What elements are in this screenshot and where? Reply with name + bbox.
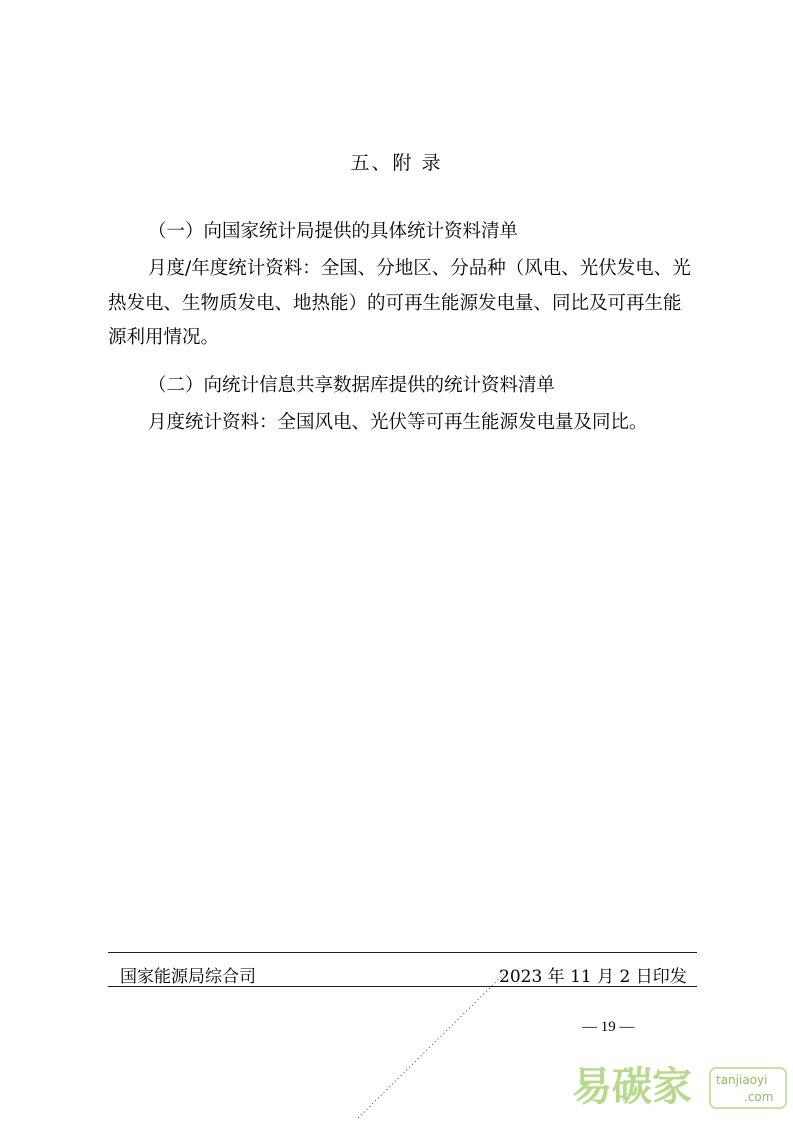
section-title: 五、附 录 [350, 152, 443, 174]
watermark-logo [570, 1052, 790, 1118]
dotted-diagonal-line [352, 972, 512, 1122]
watermark-badge-line2: .com [744, 1090, 774, 1104]
page-number: — 19 — [582, 1019, 635, 1035]
watermark-badge-line1: tanjiaoyi [716, 1073, 768, 1087]
footer-issuer: 国家能源局综合司 [120, 967, 256, 987]
body-paragraph-1: 月度/年度统计资料：全国、分地区、分品种（风电、光伏发电、光热发电、生物质发电、地热能）的可再生能源发电量、同比及可再生能源利用情况。 [108, 258, 691, 348]
footer-top-rule [108, 952, 697, 953]
subheading-1: （一）向国家统计局提供的具体统计资料清单 [148, 221, 519, 242]
footer-date: 2023 年 11 月 2 日印发 [499, 967, 687, 987]
watermark-text: 易碳家 [572, 1064, 692, 1110]
body-paragraph-2: 月度统计资料：全国风电、光伏等可再生能源发电量及同比。 [148, 412, 648, 433]
subheading-2: （二）向统计信息共享数据库提供的统计资料清单 [148, 375, 556, 396]
